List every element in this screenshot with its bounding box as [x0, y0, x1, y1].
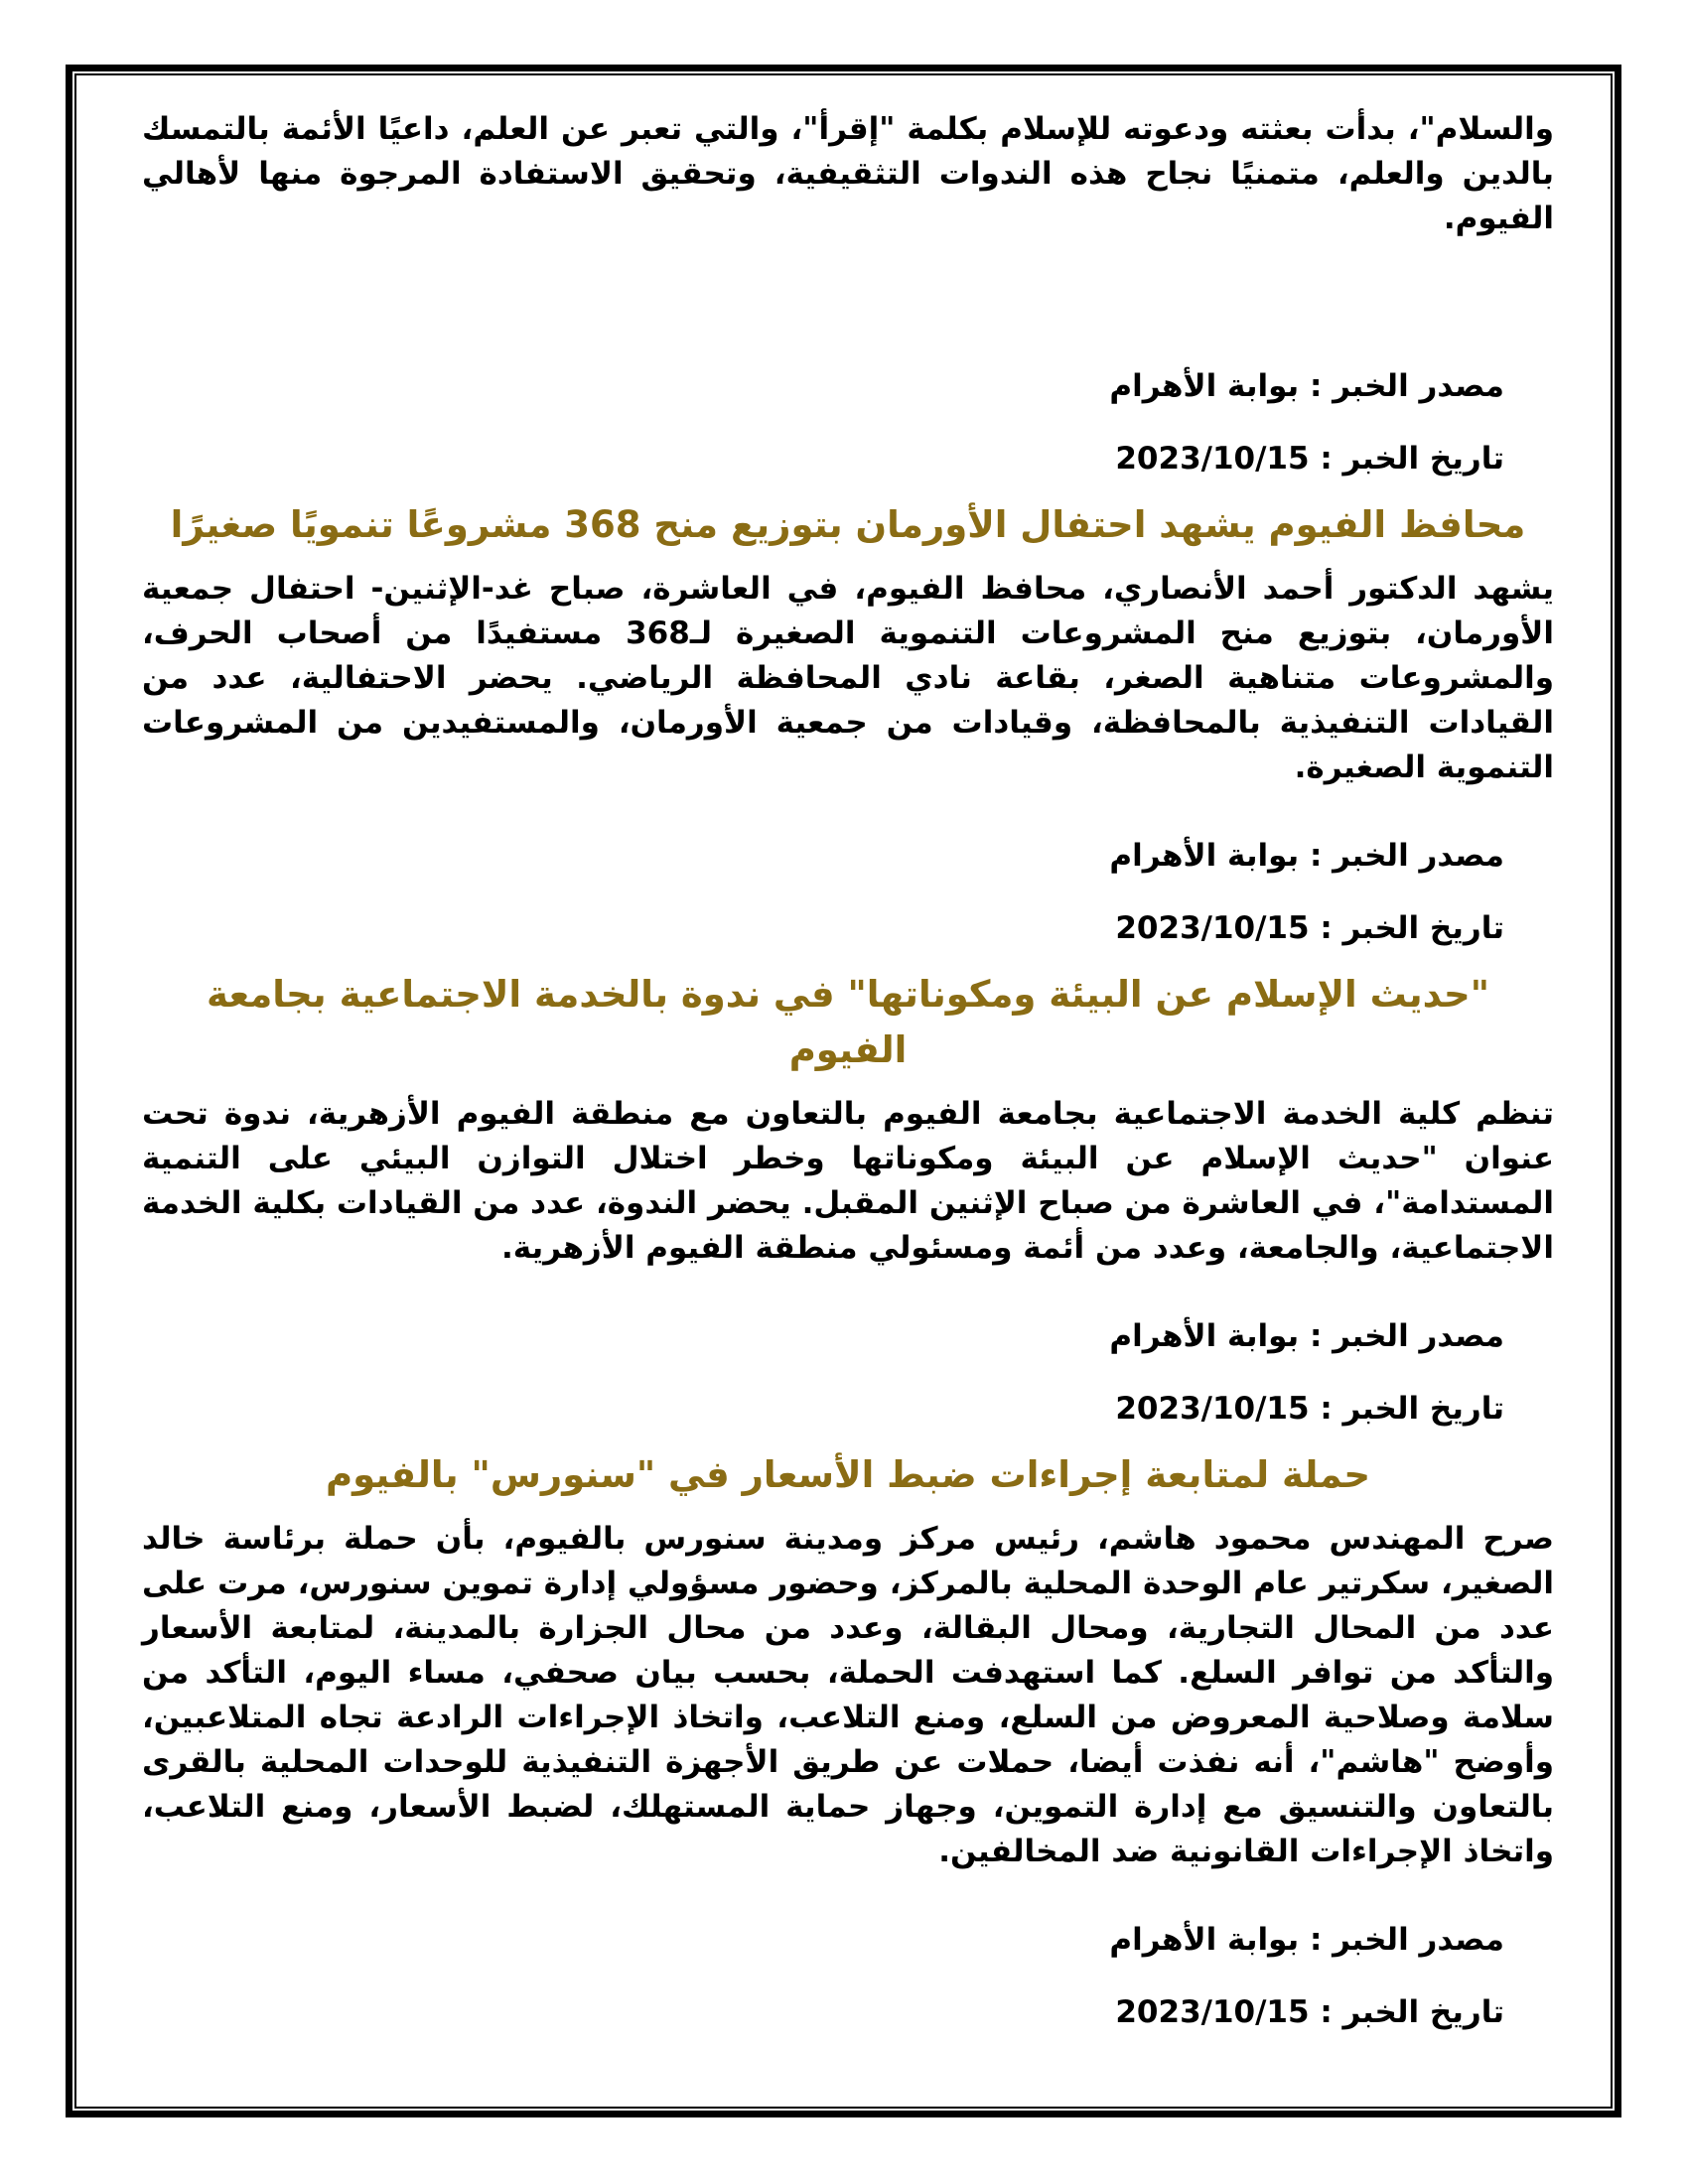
source-line: مصدر الخبر : بوابة الأهرام — [1109, 838, 1504, 874]
date-line: تاريخ الخبر : 2023/10/15 — [1115, 910, 1504, 946]
date-line: تاريخ الخبر : 2023/10/15 — [1115, 441, 1504, 477]
article-2-body: تنظم كلية الخدمة الاجتماعية بجامعة الفيوم بالتعاون مع منطقة الفيوم الأزهرية، ندوة تحت عنوان "حديث الإسلام عن البيئة ومكوناتها وخطر اختلال التوازن البيئي على التنمية المستدامة"، في العاشرة من صباح الإثنين المقبل. يحضر الندوة، عدد من القيادات بكلية الخدمة الاجتماعية، والجامعة، وعدد من أئمة ومسئولي منطقة الفيوم الأزهرية. — [142, 1096, 1554, 1266]
article-1-headline: محافظ الفيوم يشهد احتفال الأورمان بتوزيع منح 368 مشروعًا تنمويًا صغيرًا — [170, 503, 1526, 546]
article-3-headline: حملة لمتابعة إجراءات ضبط الأسعار في "سنورس" بالفيوم — [325, 1453, 1371, 1496]
date-line: تاريخ الخبر : 2023/10/15 — [1115, 1994, 1504, 2030]
article-2-headline: "حديث الإسلام عن البيئة ومكوناتها" في ندوة بالخدمة الاجتماعية بجامعة الفيوم — [207, 973, 1489, 1071]
article-3-body: صرح المهندس محمود هاشم، رئيس مركز ومدينة سنورس بالفيوم، بأن حملة برئاسة خالد الصغير، سكرتير عام الوحدة المحلية بالمركز، وحضور مسؤولي إدارة تموين سنورس، مرت على عدد من المحال التجارية، ومحال البقالة، وعدد من محال الجزارة بالمدينة، لمتابعة الأسعار والتأكد من توافر السلع. كما استهدفت الحملة، بحسب بيان صحفي، مساء اليوم، التأكد من سلامة وصلاحية المعروض من السلع، ومنع التلاعب، واتخاذ الإجراءات الرادعة تجاه المتلاعبين، وأوضح "هاشم"، أنه نفذت أيضا، حملات عن طريق الأجهزة التنفيذية للوحدات المحلية بالقرى بالتعاون والتنسيق مع إدارة التموين، وجهاز حماية المستهلك، لضبط الأسعار، ومنع التلاعب، واتخاذ الإجراءات القانونية ضد المخالفين. — [142, 1521, 1554, 1869]
date-line: تاريخ الخبر : 2023/10/15 — [1115, 1391, 1504, 1427]
page-content — [142, 107, 1554, 2035]
article-1-body: يشهد الدكتور أحمد الأنصاري، محافظ الفيوم، في العاشرة، صباح غد-الإثنين- احتفال جمعية الأورمان، بتوزيع منح المشروعات التنموية الصغيرة لـ368 مستفيدًا من أصحاب الحرف، والمشروعات متناهية الصغر، بقاعة نادي المحافظة الرياضي. يحضر الاحتفالية، عدد من القيادات التنفيذية بالمحافظة، وقيادات من جمعية الأورمان، والمستفيدين من المشروعات التنموية الصغيرة. — [142, 571, 1554, 785]
source-line: مصدر الخبر : بوابة الأهرام — [1109, 368, 1504, 404]
source-line: مصدر الخبر : بوابة الأهرام — [1109, 1922, 1504, 1958]
intro-paragraph: والسلام"، بدأت بعثته ودعوته للإسلام بكلمة "إقرأ"، والتي تعبر عن العلم، داعيًا الأئمة بالتمسك بالدين والعلم، متمنيًا نجاح هذه الندوات التثقيفية، وتحقيق الاستفادة المرجوة منها لأهالي الفيوم. — [142, 111, 1554, 236]
source-line: مصدر الخبر : بوابة الأهرام — [1109, 1318, 1504, 1354]
